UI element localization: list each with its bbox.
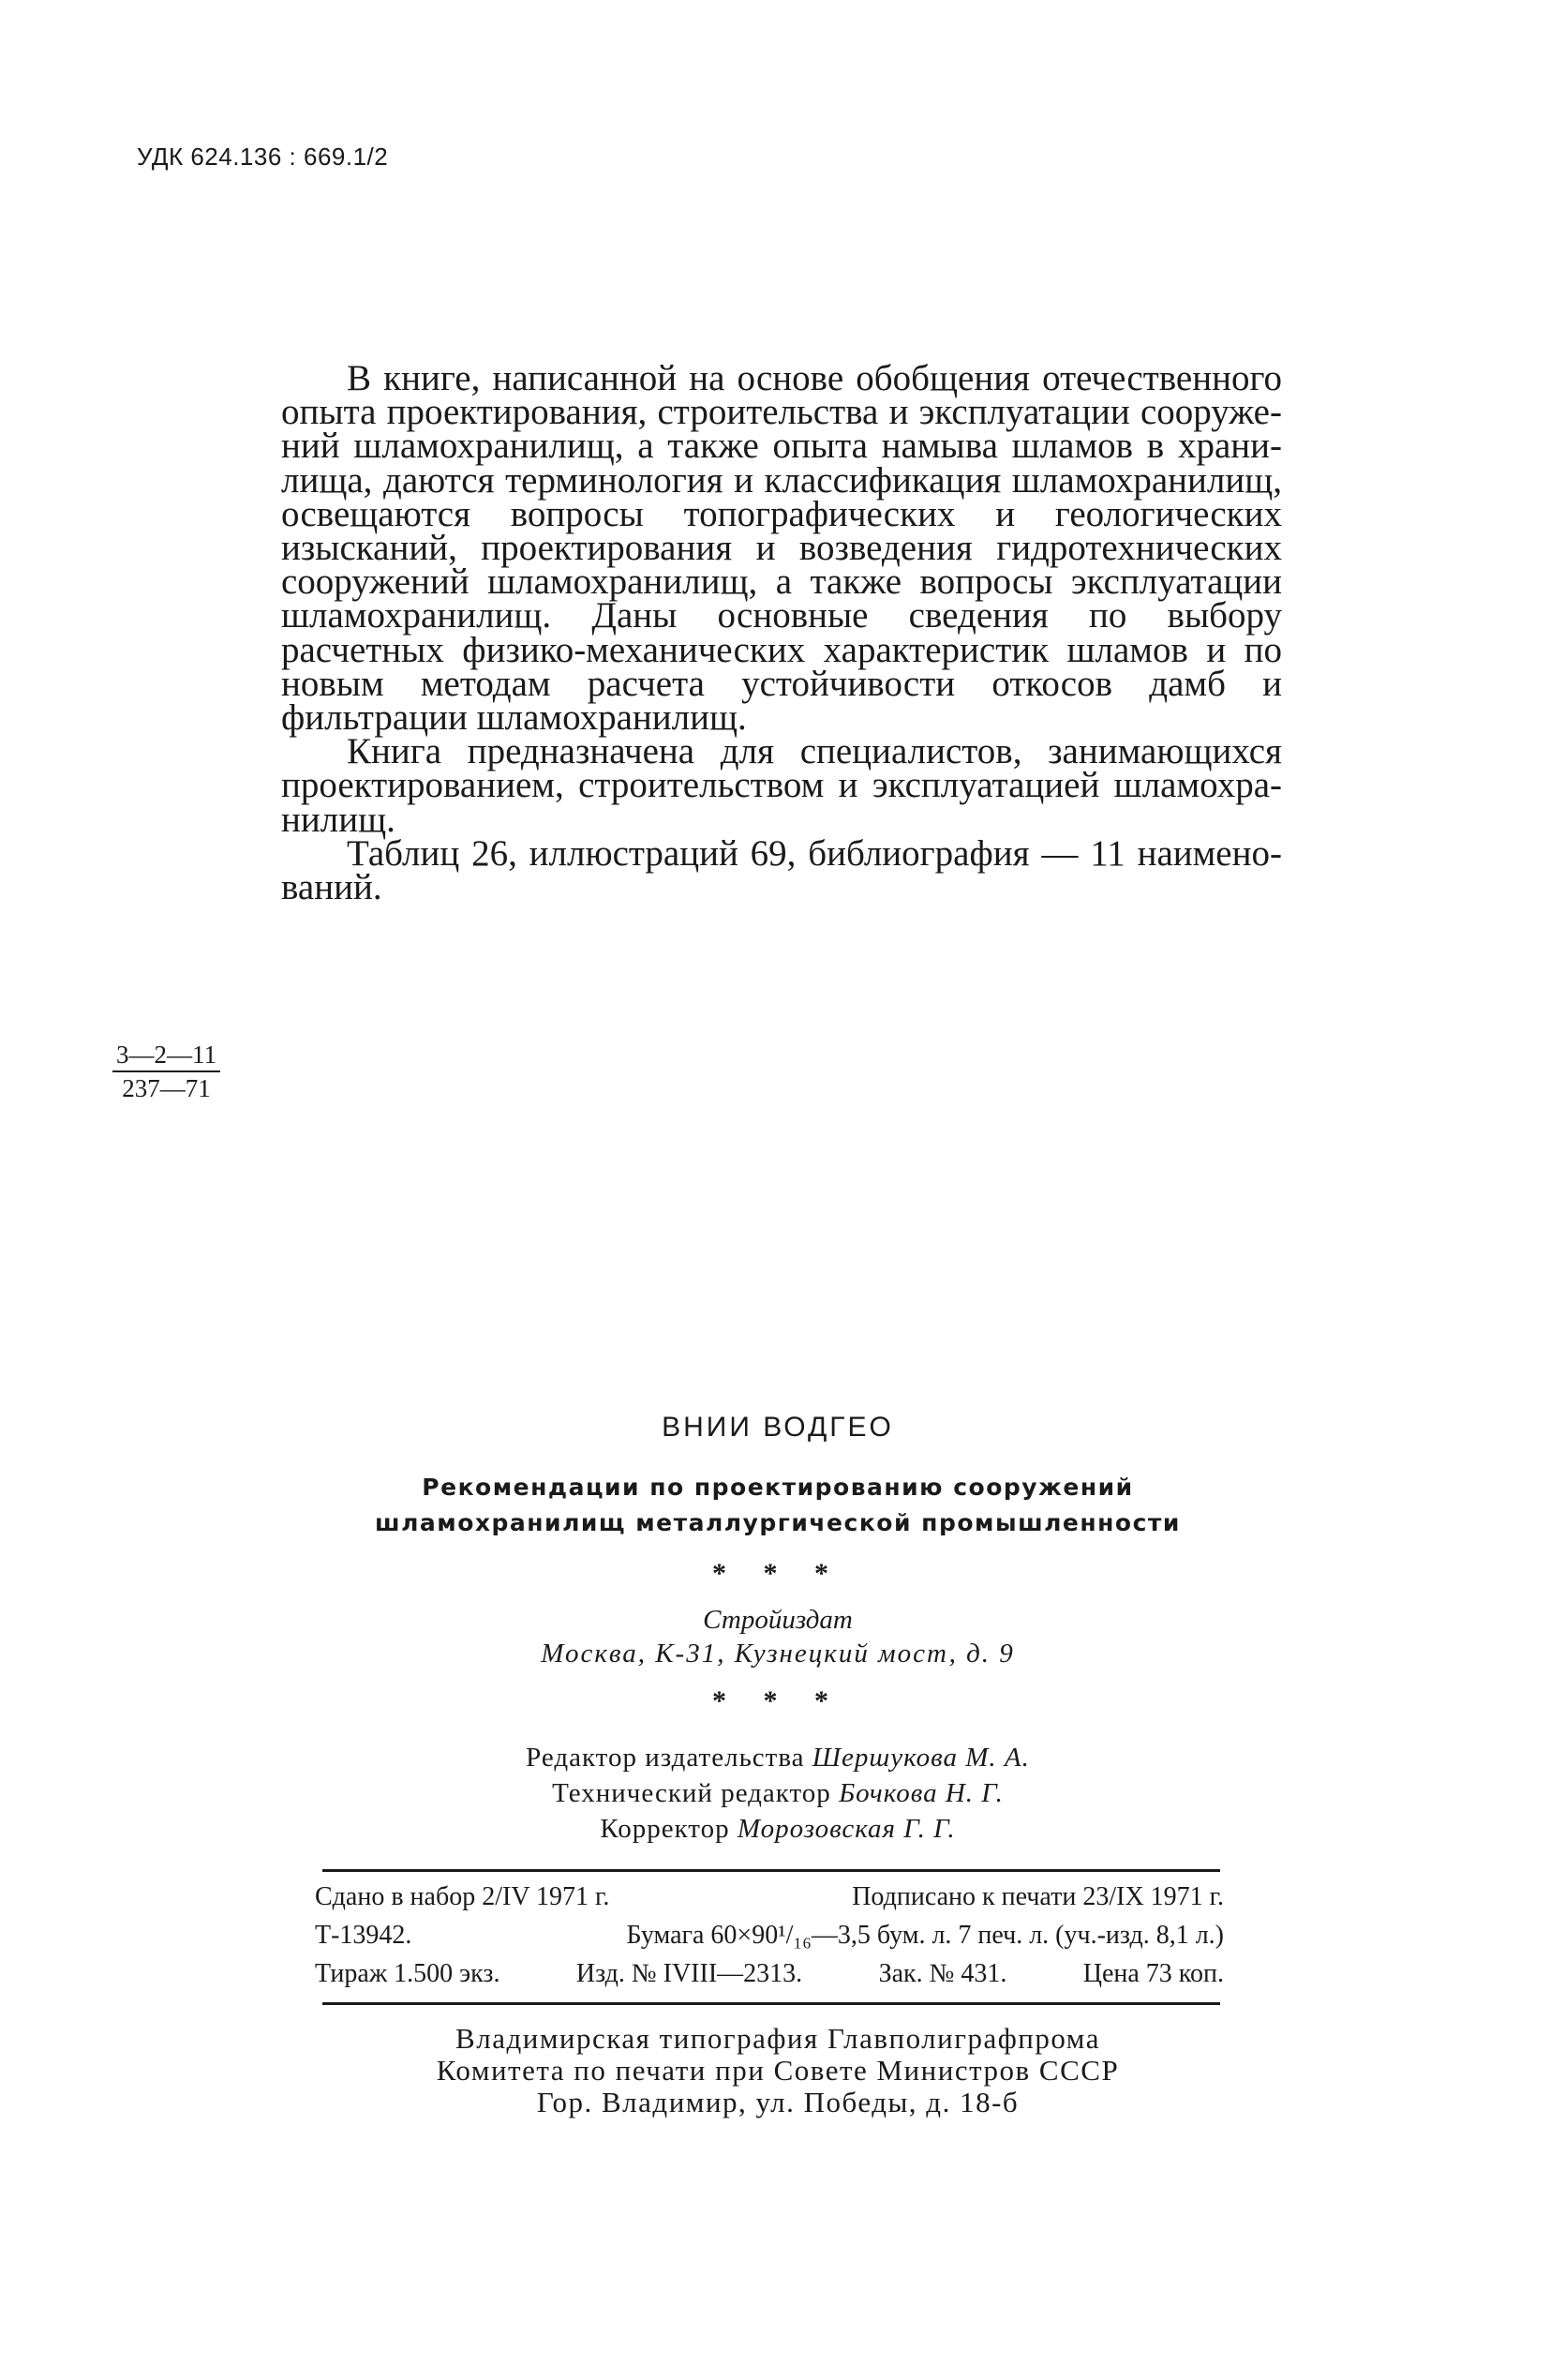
imprint-row <box>315 1916 1224 1954</box>
bibliographic-code-denominator: 237—71 <box>122 1074 211 1102</box>
printer-info <box>309 2023 1246 2118</box>
publisher <box>309 1603 1246 1670</box>
imprint-row <box>315 1878 1224 1916</box>
credit-name: Шершукова М. А. <box>812 1743 1030 1773</box>
abstract-paragraph: Книга предназначена для специалистов, занимающихся проектированием, строительством и эксплуатацией шламохранилищ. <box>281 731 1282 840</box>
credits <box>309 1740 1246 1847</box>
imprint-paper: Бумага 60×90¹/₁₆—3,5 бум. л. 7 печ. л. (уч.-изд. 8,1 л.) <box>626 1921 1224 1950</box>
imprint-print-run: Тираж 1.500 экз. <box>315 1959 500 1988</box>
imprint-typeset-date: Сдано в набор 2/IV 1971 г. <box>315 1882 610 1911</box>
divider <box>322 1869 1220 1872</box>
credit-role: Редактор издательства <box>526 1743 805 1773</box>
imprint-signed-date: Подписано к печати 23/IX 1971 г. <box>852 1882 1224 1911</box>
organization: ВНИИ ВОДГЕО <box>662 1412 894 1443</box>
separator-stars: * * * <box>712 1685 843 1716</box>
imprint-order-number: Зак. № 431. <box>878 1959 1007 1988</box>
book-title-line: Рекомендации по проектированию сооружений <box>422 1474 1134 1501</box>
credit-name: Морозовская Г. Г. <box>737 1814 956 1844</box>
printer-line: Комитета по печати при Совете Министров СССР <box>436 2054 1120 2087</box>
bibliographic-code-numerator: 3—2—11 <box>112 1040 220 1072</box>
book-title-line: шламохранилищ металлургической промышленности <box>375 1509 1181 1536</box>
credit-role: Корректор <box>600 1814 730 1844</box>
udk-code: УДК 624.136 : 669.1/2 <box>137 142 389 171</box>
imprint-price: Цена 73 коп. <box>1082 1959 1224 1988</box>
printer-line: Владимирская типография Главполиграфпрома <box>455 2022 1100 2055</box>
abstract <box>281 358 1282 908</box>
bibliographic-code <box>112 1040 220 1102</box>
credit-name: Бочкова Н. Г. <box>839 1778 1004 1808</box>
publisher-name: Стройиздат <box>703 1605 853 1635</box>
divider <box>322 2002 1220 2005</box>
credit-line <box>309 1811 1246 1847</box>
imprint-data <box>315 1878 1224 1993</box>
imprint-edition-number: Изд. № IVIII—2313. <box>575 1959 803 1988</box>
imprint-license: Т-13942. <box>315 1921 412 1950</box>
credit-role: Технический редактор <box>552 1778 831 1808</box>
abstract-paragraph: Таблиц 26, иллюстраций 69, библиография — 11 наименований. <box>281 832 1282 908</box>
publisher-address: Москва, К-31, Кузнецкий мост, д. 9 <box>541 1639 1015 1669</box>
credit-line <box>309 1775 1246 1811</box>
book-title <box>309 1470 1246 1541</box>
imprint-row <box>315 1954 1224 1993</box>
abstract-paragraph: В книге, написанной на основе обобщения отечественного опыта проектирования, строительства и эксплуатации сооружений шламохранилищ, а также опыта намыва шламов в хранилища, даются терминология и классификация шламохранилищ, освещаются вопросы топографических и геологических изысканий, проектирования и возведения гидротехнических сооружений шламохранилищ, а также вопросы эксплуатации шламохранилищ. Даны основные сведения по выбору расчетных физико-механических характеристик шламов и по новым методам расчета устойчивости откосов дамб и фильтрации шламохранилищ. <box>281 358 1282 739</box>
separator-stars: * * * <box>712 1558 843 1589</box>
printer-line: Гор. Владимир, ул. Победы, д. 18-б <box>536 2086 1020 2118</box>
credit-line <box>309 1740 1246 1775</box>
